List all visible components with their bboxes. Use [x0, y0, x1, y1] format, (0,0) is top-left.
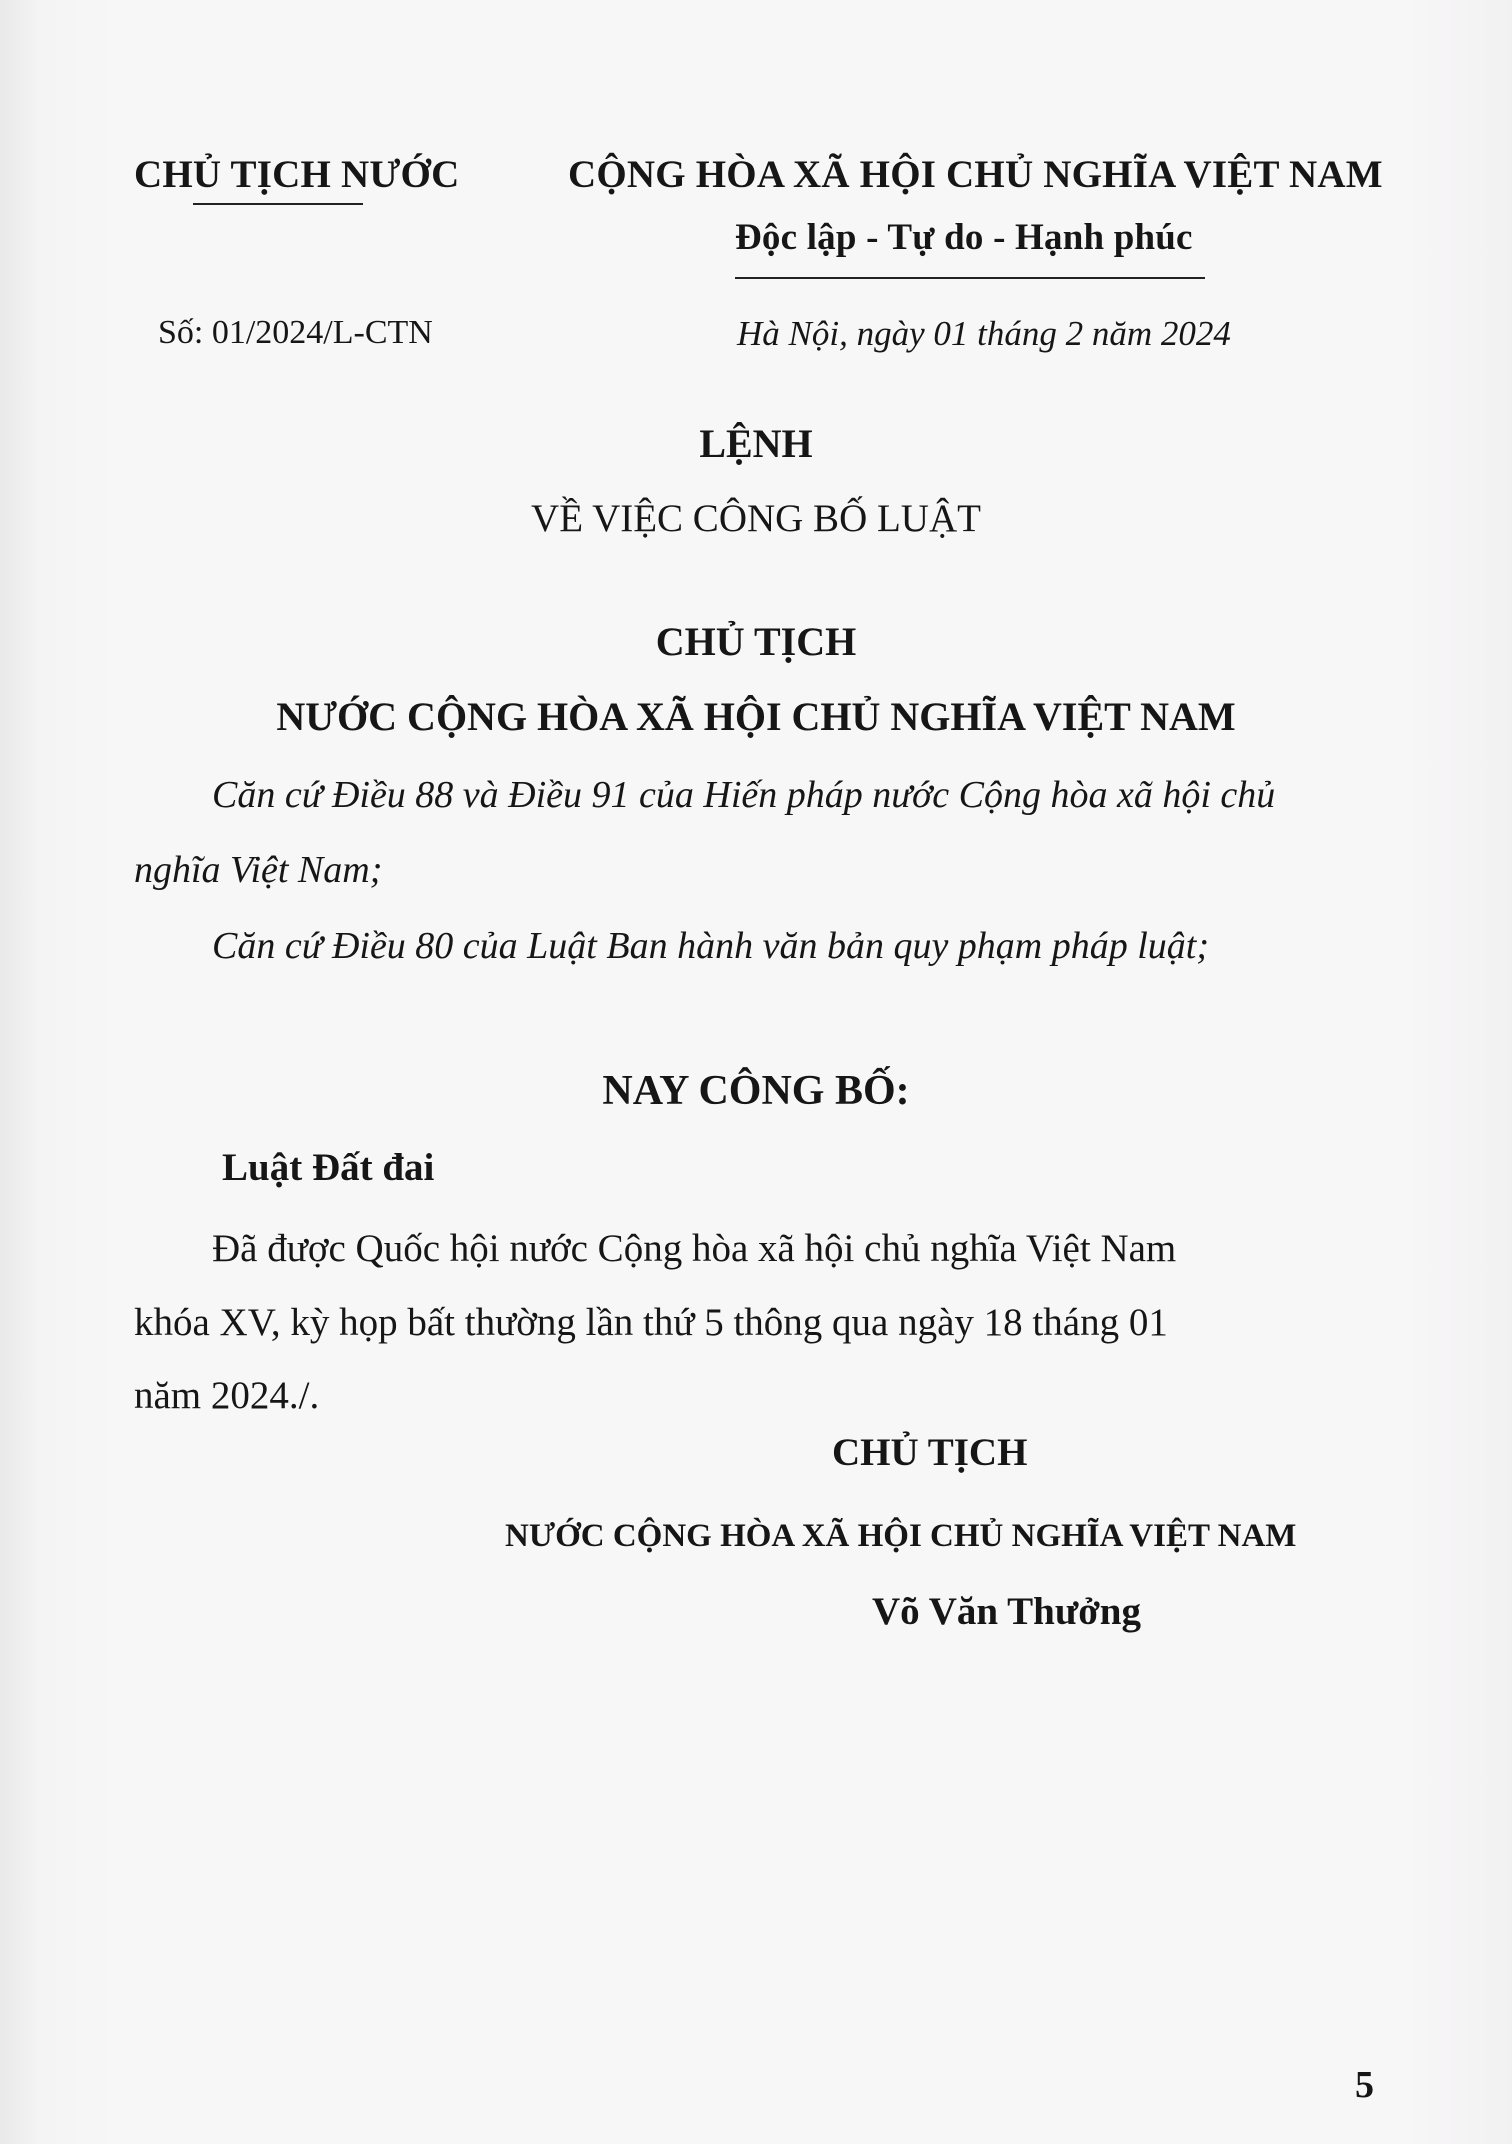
state-title: CỘNG HÒA XÃ HỘI CHỦ NGHĨA VIỆT NAM: [568, 153, 1383, 196]
announce-text-3: năm 2024./.: [134, 1374, 320, 1417]
basis-paragraph-2: Căn cứ Điều 80 của Luật Ban hành văn bản quy phạm pháp luật;: [212, 925, 1210, 967]
document-number: Số: 01/2024/L-CTN: [158, 314, 433, 351]
president-org: NƯỚC CỘNG HÒA XÃ HỘI CHỦ NGHĨA VIỆT NAM: [276, 694, 1236, 739]
place-date: Hà Nội, ngày 01 tháng 2 năm 2024: [737, 314, 1231, 353]
announce-text-2: khóa XV, kỳ họp bất thường lần thứ 5 thông qua ngày 18 tháng 01: [134, 1301, 1168, 1344]
basis-paragraph-1-cont: nghĩa Việt Nam;: [134, 849, 383, 891]
signer-name: Võ Văn Thưởng: [872, 1590, 1142, 1633]
announce-text-1: Đã được Quốc hội nước Cộng hòa xã hội chủ nghĩa Việt Nam: [212, 1227, 1177, 1270]
state-motto: Độc lập - Tự do - Hạnh phúc: [735, 217, 1193, 258]
issuer-title: CHỦ TỊCH NƯỚC: [134, 153, 460, 196]
signature-org: NƯỚC CỘNG HÒA XÃ HỘI CHỦ NGHĨA VIỆT NAM: [505, 1518, 1297, 1554]
issuer-underline: [193, 203, 363, 205]
signature-title: CHỦ TỊCH: [832, 1431, 1028, 1474]
president-heading: CHỦ TỊCH: [655, 619, 857, 664]
basis-paragraph-1: Căn cứ Điều 88 và Điều 91 của Hiến pháp nước Cộng hòa xã hội chủ: [212, 774, 1276, 816]
motto-underline: [735, 277, 1205, 279]
law-name: Luật Đất đai: [222, 1146, 435, 1189]
page-number: 5: [1355, 2064, 1374, 2106]
announce-heading: NAY CÔNG BỐ:: [602, 1068, 910, 1114]
order-title: LỆNH: [699, 421, 813, 466]
order-subtitle: VỀ VIỆC CÔNG BỐ LUẬT: [531, 497, 981, 540]
